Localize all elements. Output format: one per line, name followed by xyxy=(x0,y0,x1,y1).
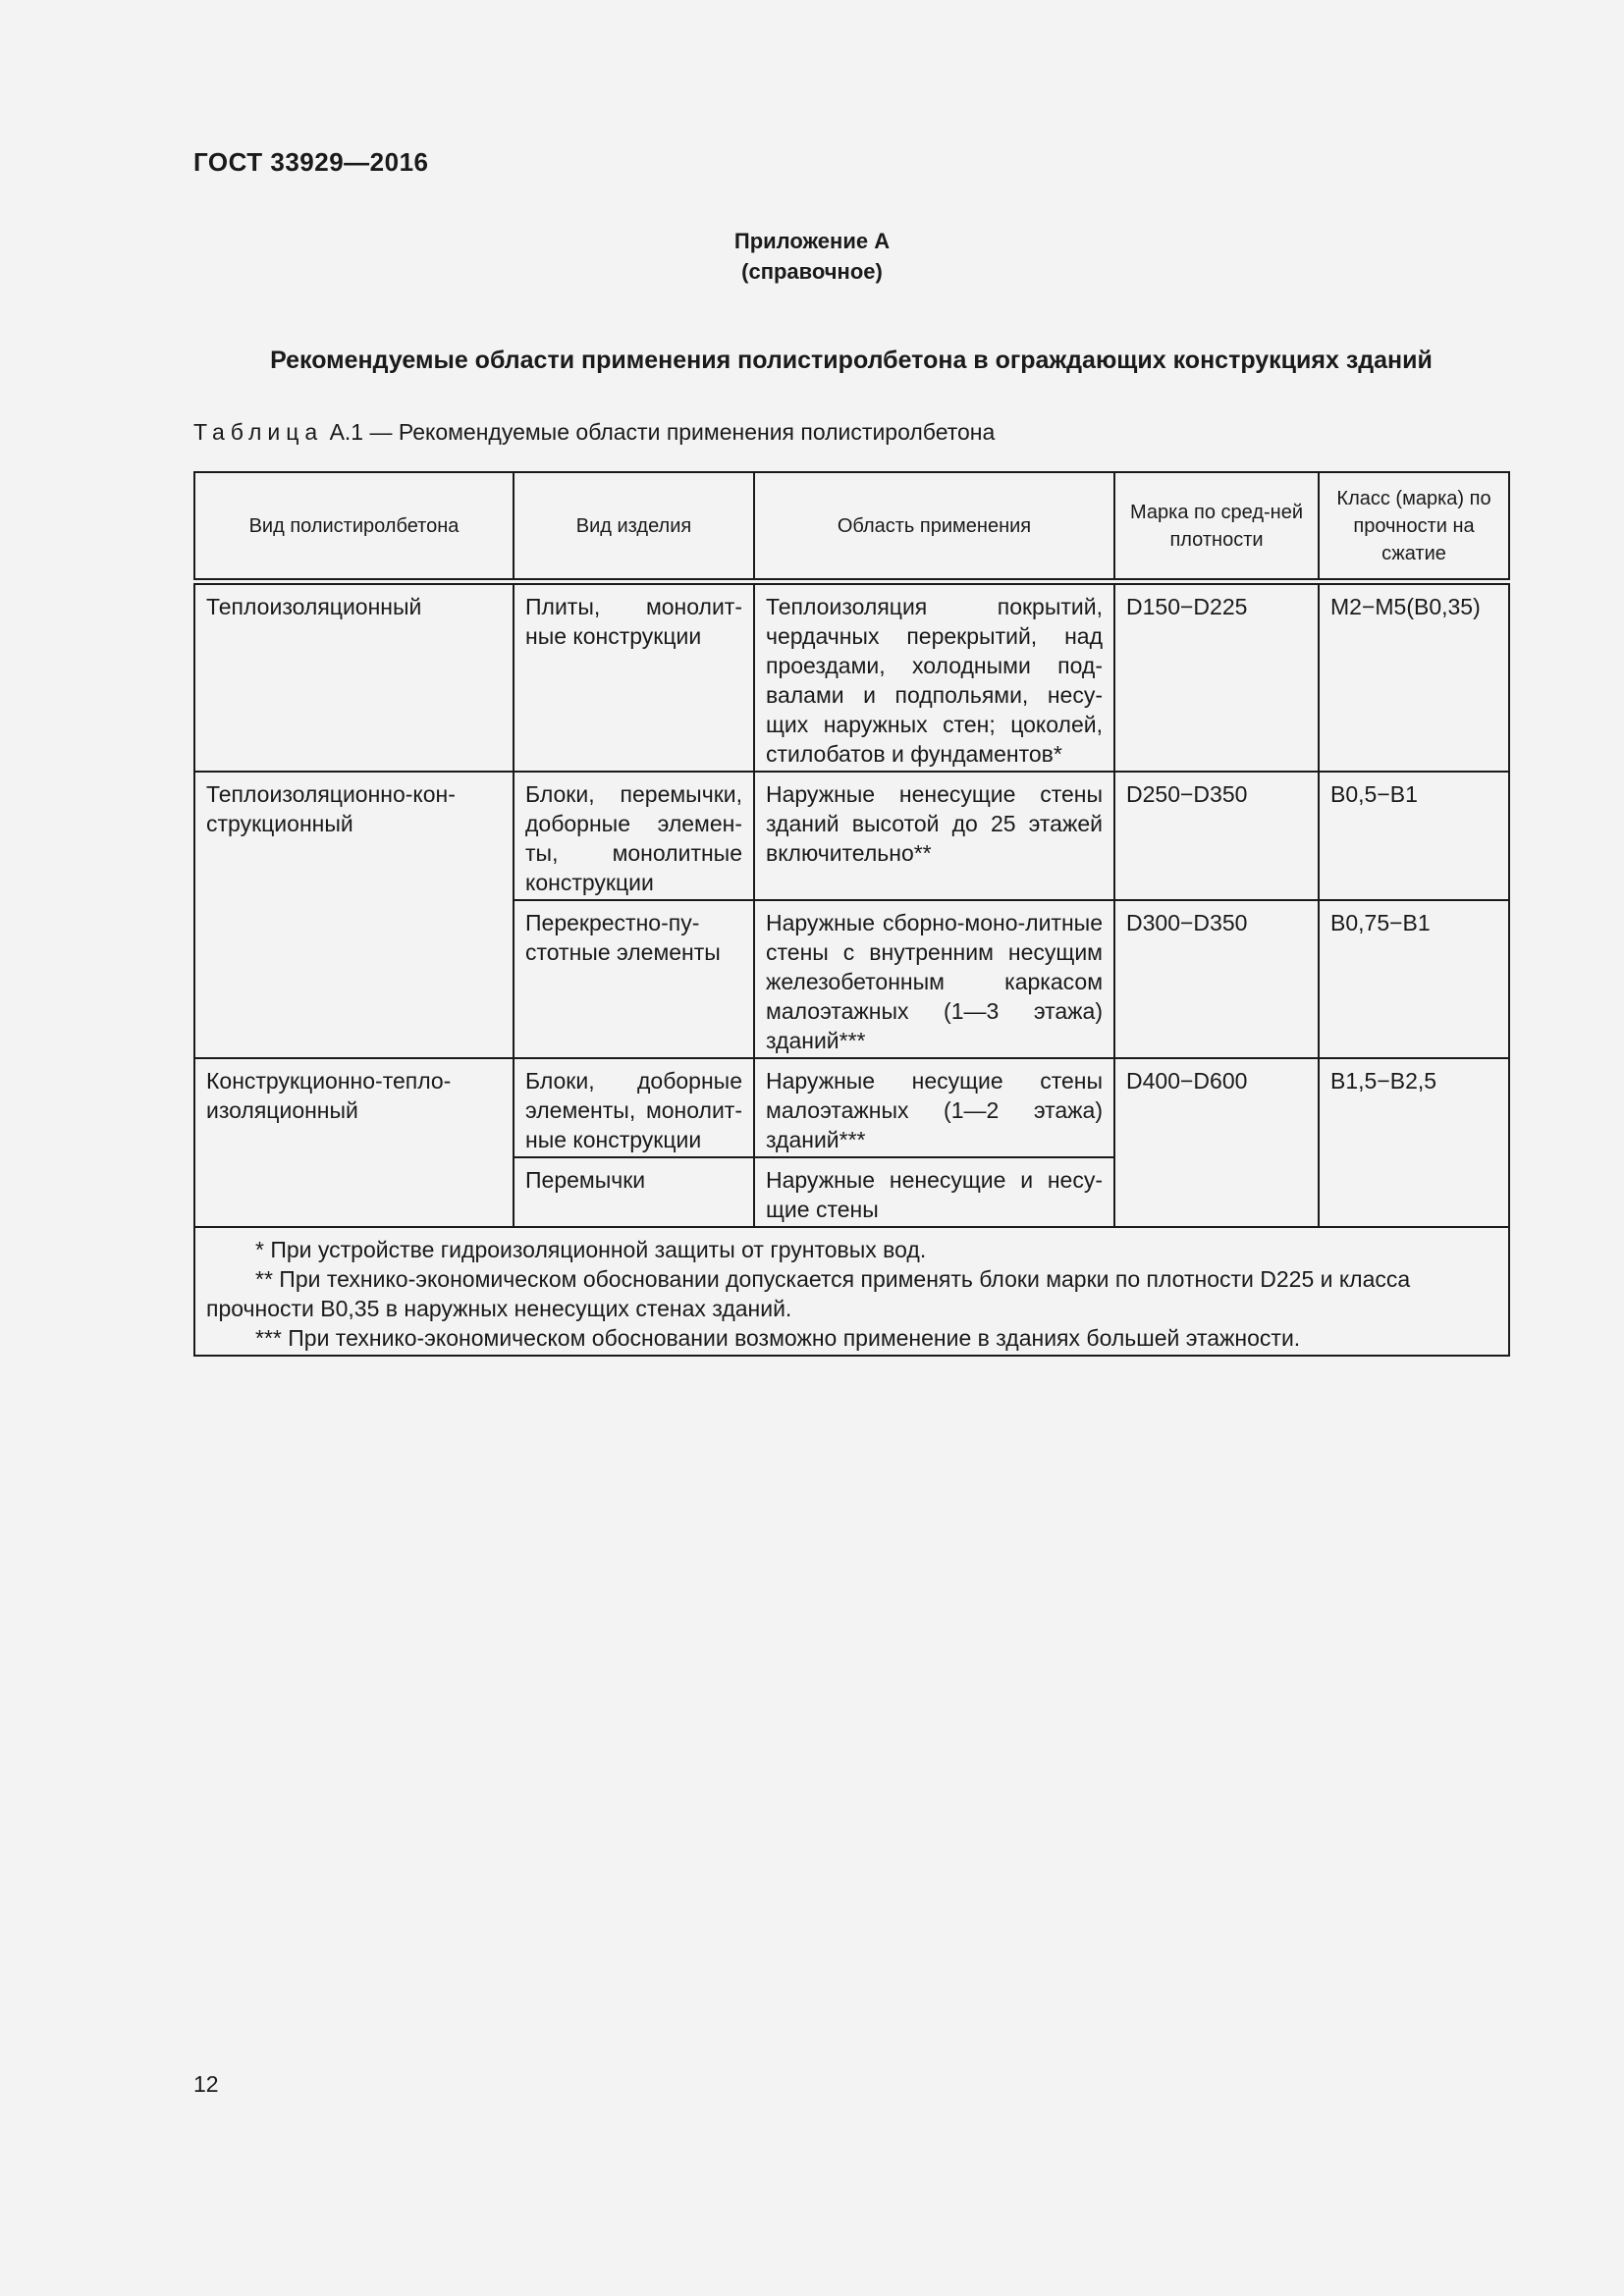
cell-application: Теплоизоляция покрытий, чердачных перекрытий, над проездами, холодными под-валами и подпольями, несу-щих наружных стен; цоколей, стилобатов и фундаментов* xyxy=(754,582,1114,773)
cell-strength: В0,75−В1 xyxy=(1319,900,1509,1058)
footnote: ** При технико-экономическом обосновании допускается применять блоки марки по плотности D225 и класса прочности В0,35 в наружных ненесущих стенах зданий. xyxy=(206,1266,1411,1321)
column-header-type: Вид полистиролбетона xyxy=(194,472,514,582)
column-header-product: Вид изделия xyxy=(514,472,754,582)
cell-application: Наружные ненесущие и несу-щие стены xyxy=(754,1157,1114,1227)
cell-type: Конструкционно-тепло-изоляционный xyxy=(194,1058,514,1227)
table-notes-row xyxy=(194,1227,1509,1356)
cell-strength: М2−М5(В0,35) xyxy=(1319,582,1509,773)
footnote: * При устройстве гидроизоляционной защиты от грунтовых вод. xyxy=(255,1237,927,1262)
cell-product: Плиты, монолит-ные конструкции xyxy=(514,582,754,773)
cell-application: Наружные сборно-моно-литные стены с внутренним несущим железобетонным каркасом малоэтажных (1—3 этажа) зданий*** xyxy=(754,900,1114,1058)
table-header-row xyxy=(194,472,1509,582)
cell-strength: В0,5−В1 xyxy=(1319,772,1509,900)
cell-application: Наружные несущие стены малоэтажных (1—2 этажа) зданий*** xyxy=(754,1058,1114,1157)
cell-product: Перекрестно-пу-стотные элементы xyxy=(514,900,754,1058)
cell-strength: В1,5−В2,5 xyxy=(1319,1058,1509,1227)
appendix-heading xyxy=(0,226,1624,287)
table-caption xyxy=(193,419,995,446)
column-header-strength: Класс (марка) по прочности на сжатие xyxy=(1319,472,1509,582)
appendix-subtitle: (справочное) xyxy=(741,259,883,284)
footnote: *** При технико-экономическом обосновании возможно применение в зданиях большей этажности. xyxy=(255,1325,1301,1351)
cell-type: Теплоизоляционный xyxy=(194,582,514,773)
cell-product: Перемычки xyxy=(514,1157,754,1227)
cell-density: D300−D350 xyxy=(1114,900,1319,1058)
cell-application: Наружные ненесущие стены зданий высотой до 25 этажей включительно** xyxy=(754,772,1114,900)
cell-density: D150−D225 xyxy=(1114,582,1319,773)
table-caption-label: Таблица xyxy=(193,419,324,445)
column-header-application: Область применения xyxy=(754,472,1114,582)
cell-density: D250−D350 xyxy=(1114,772,1319,900)
column-header-density: Марка по сред-ней плотности xyxy=(1114,472,1319,582)
cell-product: Блоки, перемычки, доборные элемен-ты, монолитные конструкции xyxy=(514,772,754,900)
table-caption-text: А.1 — Рекомендуемые области применения полистиролбетона xyxy=(329,419,996,445)
appendix-title: Приложение А xyxy=(733,229,891,253)
section-title: Рекомендуемые области применения полистиролбетона в ограждающих конструкциях зданий xyxy=(270,347,1433,374)
document-id: ГОСТ 33929—2016 xyxy=(193,147,429,177)
cell-type: Теплоизоляционно-кон-струкционный xyxy=(194,772,514,1058)
table-row xyxy=(194,1058,1509,1157)
table-row xyxy=(194,582,1509,773)
table-row xyxy=(194,772,1509,900)
cell-density: D400−D600 xyxy=(1114,1058,1319,1227)
table-notes xyxy=(194,1227,1509,1356)
page-number: 12 xyxy=(193,2071,219,2097)
cell-product: Блоки, доборные элементы, монолит-ные конструкции xyxy=(514,1058,754,1157)
applications-table xyxy=(193,471,1510,1357)
